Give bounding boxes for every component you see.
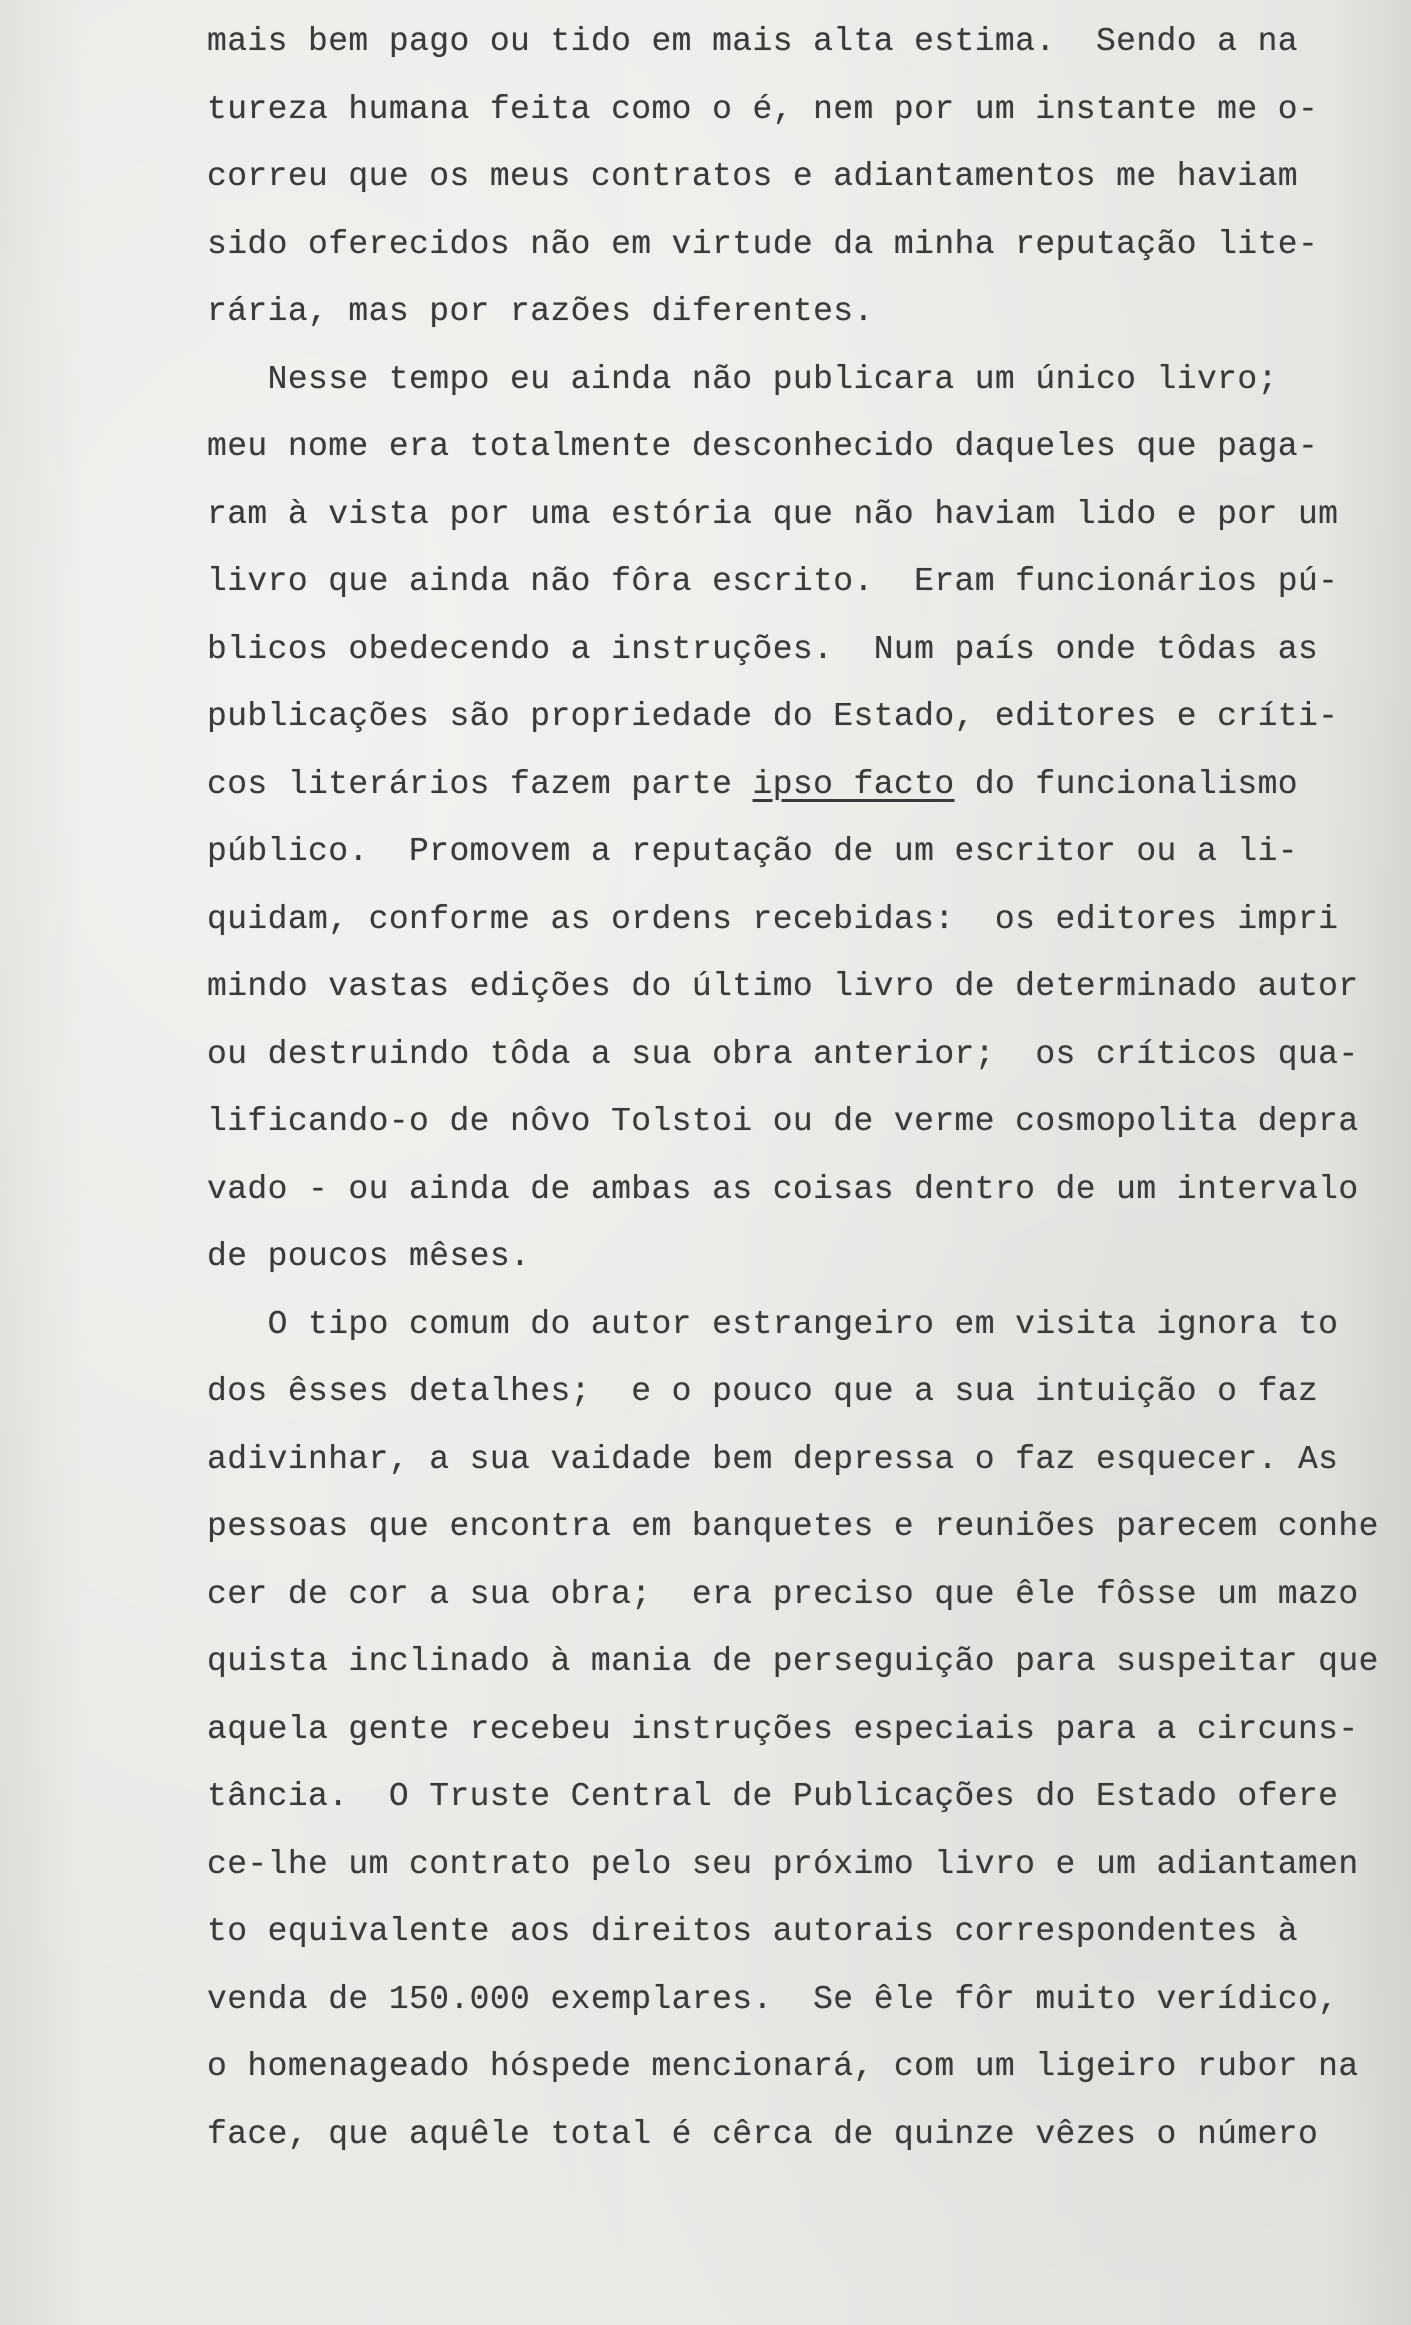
- text-line: sido oferecidos não em virtude da minha reputação lite-: [207, 225, 1319, 263]
- text-line: cer de cor a sua obra; era preciso que êle fôsse um mazo: [207, 1575, 1359, 1613]
- underlined-phrase: ipso facto: [752, 765, 955, 803]
- text-line: publicações são propriedade do Estado, editores e críti-: [207, 698, 1339, 735]
- text-line: [207, 751, 1357, 819]
- text-line: meu nome era totalmente desconhecido daqueles que paga-: [207, 428, 1319, 465]
- text-line: mais bem pago ou tido em mais alta estima. Sendo a na: [207, 23, 1298, 60]
- text-line: correu que os meus contratos e adiantamentos me haviam: [207, 158, 1298, 195]
- text-line: pessoas que encontra em banquetes e reuniões parecem conhe: [207, 1508, 1379, 1545]
- text-line: to equivalente aos direitos autorais correspondentes à: [207, 1913, 1298, 1950]
- text-line: tância. O Truste Central de Publicações do Estado ofere: [207, 1778, 1339, 1815]
- text-segment: do funcionalismo: [954, 765, 1299, 803]
- text-line: adivinhar, a sua vaidade bem depressa o faz esquecer. As: [207, 1440, 1339, 1478]
- text-line: venda de 150.000 exemplares. Se êle fôr muito verídico,: [207, 1980, 1339, 2018]
- text-line: ou destruindo tôda a sua obra anterior; os críticos qua-: [207, 1035, 1359, 1073]
- text-line: de poucos mêses.: [207, 1238, 531, 1275]
- text-line: aquela gente recebeu instruções especiais para a circuns-: [207, 1710, 1359, 1748]
- text-line: tureza humana feita como o é, nem por um instante me o-: [207, 90, 1319, 128]
- page-text: [207, 8, 1379, 2168]
- text-line: o homenageado hóspede mencionará, com um ligeiro rubor na: [207, 2048, 1359, 2085]
- text-line: quista inclinado à mania de perseguição para suspeitar que: [207, 1643, 1379, 1680]
- text-line: O tipo comum do autor estrangeiro em visita ignora to: [207, 1305, 1339, 1343]
- text-line: Nesse tempo eu ainda não publicara um único livro;: [207, 360, 1278, 398]
- text-line: rária, mas por razões diferentes.: [207, 293, 874, 330]
- text-line: mindo vastas edições do último livro de determinado autor: [207, 968, 1359, 1005]
- text-line: face, que aquêle total é cêrca de quinze vêzes o número: [207, 2115, 1319, 2153]
- text-line: lificando-o de nôvo Tolstoi ou de verme cosmopolita depra: [207, 1103, 1359, 1140]
- text-line: quidam, conforme as ordens recebidas: os editores impri: [207, 900, 1339, 938]
- text-line: livro que ainda não fôra escrito. Eram funcionários pú-: [207, 563, 1339, 600]
- text-line: vado - ou ainda de ambas as coisas dentro de um intervalo: [207, 1170, 1359, 1208]
- text-line: ce-lhe um contrato pelo seu próximo livro e um adiantamen: [207, 1845, 1359, 1883]
- text-segment: cos literários fazem parte: [207, 765, 753, 803]
- text-line: dos êsses detalhes; e o pouco que a sua intuição o faz: [207, 1373, 1319, 1410]
- text-line: blicos obedecendo a instruções. Num país onde tôdas as: [207, 630, 1319, 668]
- text-line: ram à vista por uma estória que não haviam lido e por um: [207, 495, 1339, 533]
- text-line: público. Promovem a reputação de um escritor ou a li-: [207, 833, 1298, 870]
